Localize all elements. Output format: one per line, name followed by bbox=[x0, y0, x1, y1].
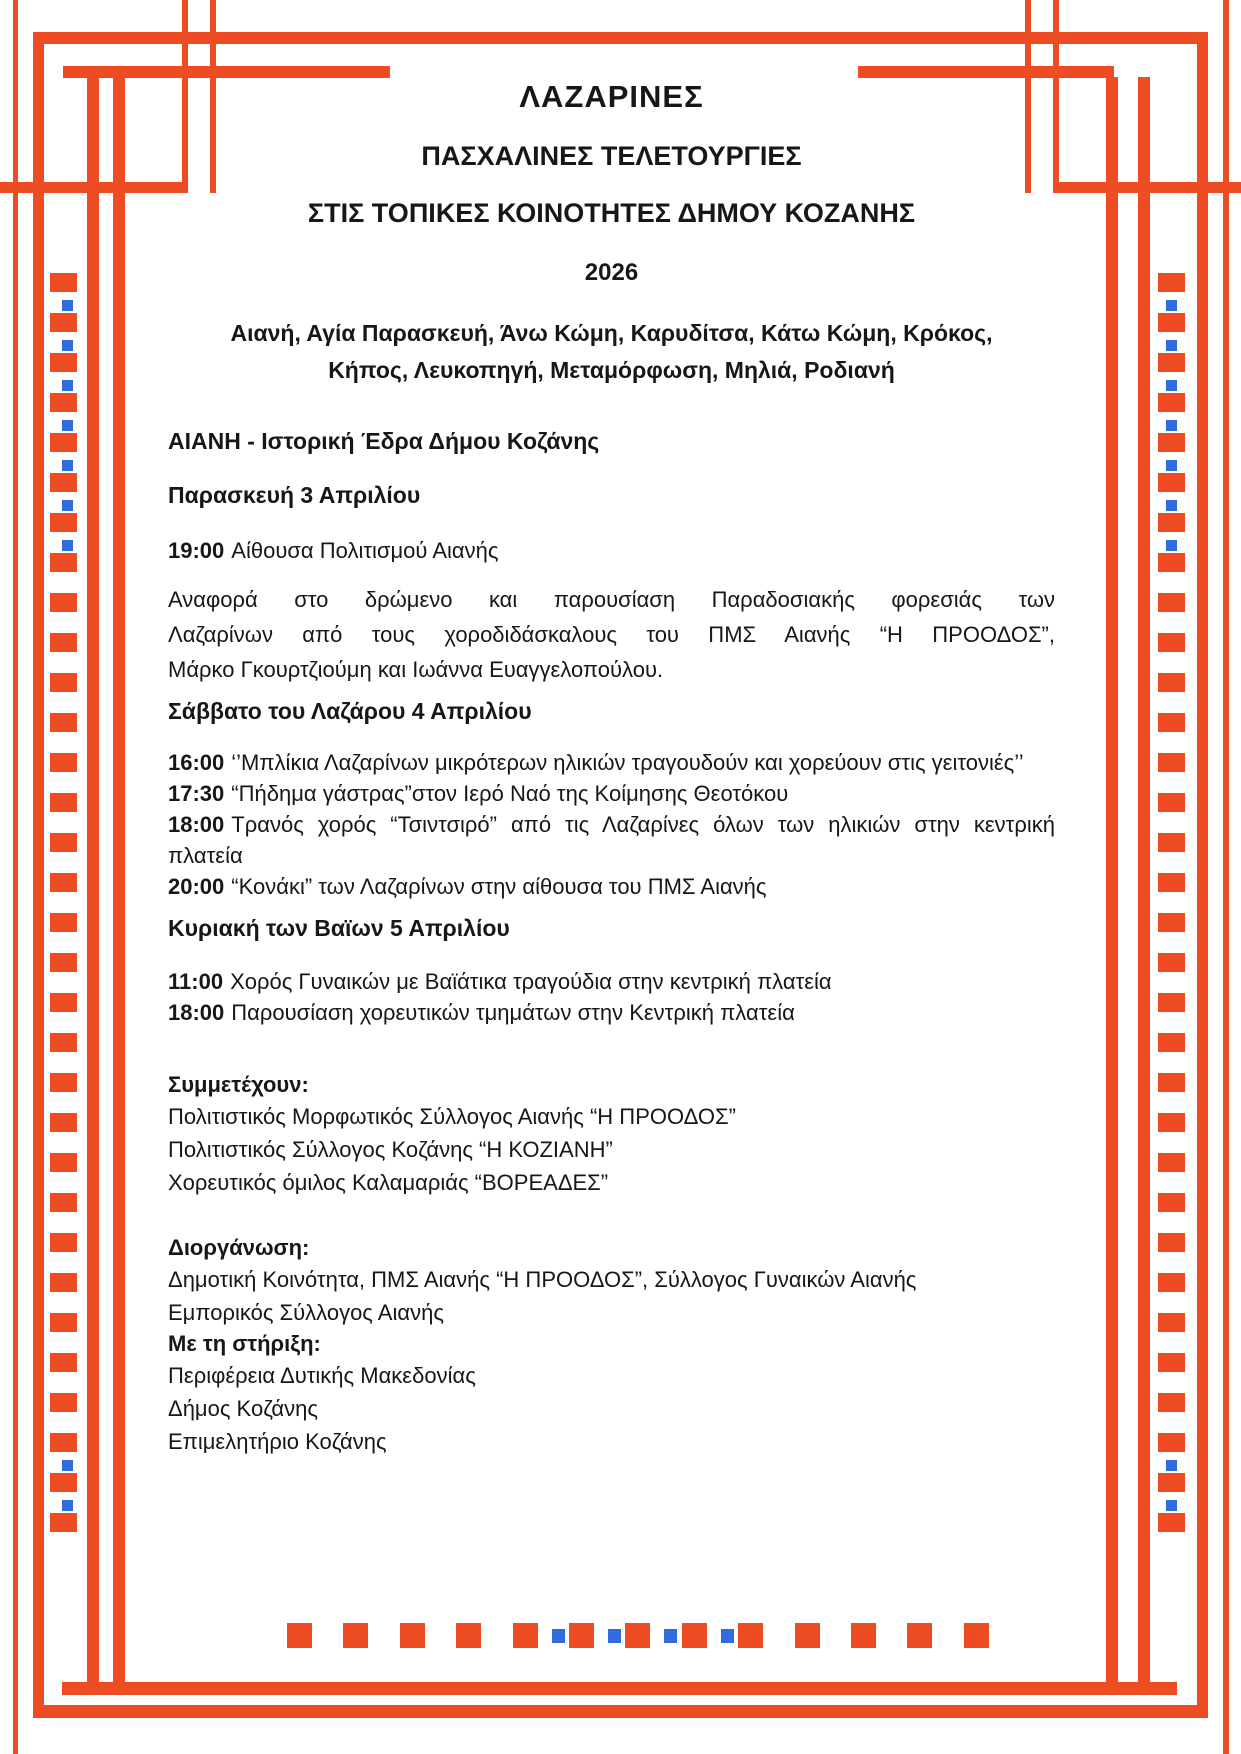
left-column-orange-square bbox=[50, 1113, 77, 1132]
bottom-row-orange-square bbox=[569, 1623, 594, 1648]
paragraph-line: Λαζαρίνων από τους χοροδιδάσκαλους του ΠΜΣ Αιανής “Η ΠΡΟΟΔΟΣ”, bbox=[168, 622, 1055, 647]
left-column-blue-square bbox=[62, 1460, 73, 1471]
right-column-orange-square bbox=[1158, 473, 1185, 492]
right-column-orange-square bbox=[1158, 913, 1185, 932]
event-line bbox=[168, 871, 1055, 902]
right-column-blue-square bbox=[1166, 420, 1177, 431]
day-heading-friday: Παρασκευή 3 Απριλίου bbox=[168, 482, 421, 508]
left-column-blue-square bbox=[62, 300, 73, 311]
left-column-orange-square bbox=[50, 713, 77, 732]
bottom-row-orange-square bbox=[851, 1623, 876, 1648]
left-column-orange-square bbox=[50, 673, 77, 692]
bottom-row-orange-square bbox=[513, 1623, 538, 1648]
left-column-orange-square bbox=[50, 1433, 77, 1452]
right-column-orange-square bbox=[1158, 873, 1185, 892]
support-item: Δήμος Κοζάνης bbox=[168, 1396, 318, 1421]
year-label: 2026 bbox=[584, 259, 639, 286]
right-column-blue-square bbox=[1166, 340, 1177, 351]
sunday-events bbox=[168, 966, 1055, 1028]
left-column-orange-square bbox=[50, 1393, 77, 1412]
event-line bbox=[168, 809, 1055, 871]
right-column-orange-square bbox=[1158, 1393, 1185, 1412]
frame-line bbox=[1138, 77, 1150, 1695]
event-text: ‘’Μπλίκια Λαζαρίνων μικρότερων ηλικιών τραγουδούν και χορεύουν στις γειτονιές’’ bbox=[231, 750, 1024, 775]
right-column-blue-square bbox=[1166, 500, 1177, 511]
left-column-orange-square bbox=[50, 473, 77, 492]
left-column-orange-square bbox=[50, 1153, 77, 1172]
participants-list bbox=[168, 1100, 1055, 1199]
bottom-row-orange-square bbox=[682, 1623, 707, 1648]
left-column-orange-square bbox=[50, 553, 77, 572]
section-heading-aiani: ΑΙΑΝΗ - Ιστορική Έδρα Δήμου Κοζάνης bbox=[168, 428, 600, 454]
right-column-orange-square bbox=[1158, 433, 1185, 452]
left-column-orange-square bbox=[50, 1033, 77, 1052]
support-item: Περιφέρεια Δυτικής Μακεδονίας bbox=[168, 1363, 476, 1388]
left-column-blue-square bbox=[62, 380, 73, 391]
bottom-row-orange-square bbox=[456, 1623, 481, 1648]
right-column-orange-square bbox=[1158, 353, 1185, 372]
right-column-orange-square bbox=[1158, 393, 1185, 412]
left-column-orange-square bbox=[50, 1313, 77, 1332]
right-column-orange-square bbox=[1158, 993, 1185, 1012]
participant-item: Πολιτιστικός Σύλλογος Κοζάνης “Η ΚΟΖΙΑΝΗ” bbox=[168, 1137, 613, 1162]
right-column-blue-square bbox=[1166, 300, 1177, 311]
right-column-orange-square bbox=[1158, 1233, 1185, 1252]
right-column-orange-square bbox=[1158, 313, 1185, 332]
right-column-orange-square bbox=[1158, 673, 1185, 692]
villages-line-1: Αιανή, Αγία Παρασκευή, Άνω Κώμη, Καρυδίτσα, Κάτω Κώμη, Κρόκος, bbox=[230, 320, 993, 346]
event-time: 11:00 bbox=[168, 969, 224, 994]
right-column-blue-square bbox=[1166, 1500, 1177, 1511]
event-line bbox=[168, 778, 1055, 809]
event-line bbox=[168, 966, 1055, 997]
left-column-orange-square bbox=[50, 873, 77, 892]
right-column-orange-square bbox=[1158, 1033, 1185, 1052]
right-column-orange-square bbox=[1158, 1273, 1185, 1292]
frame-line bbox=[1197, 32, 1208, 1718]
left-column-orange-square bbox=[50, 1353, 77, 1372]
right-column-orange-square bbox=[1158, 553, 1185, 572]
frame-line bbox=[1223, 0, 1229, 1754]
frame-line bbox=[1054, 182, 1241, 193]
frame-line bbox=[1106, 77, 1118, 1695]
saturday-events bbox=[168, 747, 1055, 902]
participant-item: Πολιτιστικός Μορφωτικός Σύλλογος Αιανής “Η ΠΡΟΟΔΟΣ” bbox=[168, 1104, 736, 1129]
organizer-item: Εμπορικός Σύλλογος Αιανής bbox=[168, 1300, 444, 1325]
bottom-row-orange-square bbox=[400, 1623, 425, 1648]
left-column-blue-square bbox=[62, 540, 73, 551]
left-column-blue-square bbox=[62, 340, 73, 351]
subtitle-ritual: ΠΑΣΧΑΛΙΝΕΣ ΤΕΛΕΤΟΥΡΓΙΕΣ bbox=[421, 141, 802, 171]
frame-line bbox=[13, 0, 18, 1754]
frame-line bbox=[113, 77, 125, 1695]
frame-line bbox=[87, 77, 99, 1695]
right-column-orange-square bbox=[1158, 1513, 1185, 1532]
right-column-orange-square bbox=[1158, 1113, 1185, 1132]
bottom-row-orange-square bbox=[964, 1623, 989, 1648]
left-column-blue-square bbox=[62, 460, 73, 471]
subtitle-communities: ΣΤΙΣ ΤΟΠΙΚΕΣ ΚΟΙΝΟΤΗΤΕΣ ΔΗΜΟΥ ΚΟΖΑΝΗΣ bbox=[307, 198, 916, 228]
left-column-orange-square bbox=[50, 633, 77, 652]
right-column-orange-square bbox=[1158, 753, 1185, 772]
page-title: ΛΑΖΑΡΙΝΕΣ bbox=[519, 79, 704, 114]
bottom-row-orange-square bbox=[795, 1623, 820, 1648]
left-column-orange-square bbox=[50, 273, 77, 292]
event-line bbox=[168, 535, 1055, 566]
bottom-row-orange-square bbox=[287, 1623, 312, 1648]
right-column-orange-square bbox=[1158, 1193, 1185, 1212]
poster-content bbox=[168, 0, 1055, 1458]
left-column-orange-square bbox=[50, 313, 77, 332]
paragraph-line: Αναφορά στο δρώμενο και παρουσίαση Παραδοσιακής φορεσιάς των bbox=[168, 587, 1055, 612]
frame-line bbox=[0, 182, 187, 193]
left-column-blue-square bbox=[62, 420, 73, 431]
villages-list bbox=[168, 315, 1055, 389]
left-column-orange-square bbox=[50, 1233, 77, 1252]
bottom-row-orange-square bbox=[738, 1623, 763, 1648]
day-heading-sunday: Κυριακή των Βαϊων 5 Απριλίου bbox=[168, 915, 510, 941]
frame-line bbox=[62, 1682, 1177, 1695]
right-column-orange-square bbox=[1158, 793, 1185, 812]
bottom-row-blue-square bbox=[552, 1629, 565, 1643]
right-column-orange-square bbox=[1158, 713, 1185, 732]
right-column-orange-square bbox=[1158, 1313, 1185, 1332]
right-column-blue-square bbox=[1166, 460, 1177, 471]
organizers-heading: Διοργάνωση: bbox=[168, 1235, 310, 1260]
event-text: “Κονάκι” των Λαζαρίνων στην αίθουσα του ΠΜΣ Αιανής bbox=[231, 874, 767, 899]
left-column-orange-square bbox=[50, 353, 77, 372]
right-column-orange-square bbox=[1158, 833, 1185, 852]
paragraph-line: Μάρκο Γκουρτζιούμη και Ιωάννα Ευαγγελοπούλου. bbox=[168, 657, 664, 682]
right-column-orange-square bbox=[1158, 1473, 1185, 1492]
organizers-list bbox=[168, 1263, 1055, 1329]
right-column-orange-square bbox=[1158, 1353, 1185, 1372]
bottom-row-orange-square bbox=[343, 1623, 368, 1648]
left-column-orange-square bbox=[50, 1073, 77, 1092]
left-column-orange-square bbox=[50, 1273, 77, 1292]
left-column-orange-square bbox=[50, 913, 77, 932]
bottom-row-orange-square bbox=[625, 1623, 650, 1648]
right-column-orange-square bbox=[1158, 953, 1185, 972]
event-time: 17:30 bbox=[168, 781, 225, 806]
left-column-orange-square bbox=[50, 1193, 77, 1212]
event-line bbox=[168, 997, 1055, 1028]
left-column-blue-square bbox=[62, 1500, 73, 1511]
support-item: Επιμελητήριο Κοζάνης bbox=[168, 1429, 387, 1454]
event-time: 19:00 bbox=[168, 538, 225, 563]
right-column-orange-square bbox=[1158, 513, 1185, 532]
description-paragraph bbox=[168, 582, 1055, 687]
event-text: Παρουσίαση χορευτικών τμημάτων στην Κεντρική πλατεία bbox=[231, 1000, 795, 1025]
left-column-orange-square bbox=[50, 793, 77, 812]
event-text: Αίθουσα Πολιτισμού Αιανής bbox=[231, 538, 499, 563]
bottom-row-blue-square bbox=[664, 1629, 677, 1643]
bottom-row-orange-square bbox=[907, 1623, 932, 1648]
left-column-blue-square bbox=[62, 500, 73, 511]
right-column-orange-square bbox=[1158, 1433, 1185, 1452]
right-column-orange-square bbox=[1158, 633, 1185, 652]
participant-item: Χορευτικός όμιλος Καλαμαριάς “ΒΟΡΕΑΔΕΣ” bbox=[168, 1170, 609, 1195]
support-heading: Με τη στήριξη: bbox=[168, 1331, 321, 1356]
left-column-orange-square bbox=[50, 593, 77, 612]
right-column-orange-square bbox=[1158, 593, 1185, 612]
bottom-row-blue-square bbox=[608, 1629, 621, 1643]
right-column-blue-square bbox=[1166, 540, 1177, 551]
participants-heading: Συμμετέχουν: bbox=[168, 1072, 309, 1097]
left-column-orange-square bbox=[50, 753, 77, 772]
event-time: 20:00 bbox=[168, 874, 225, 899]
frame-line bbox=[33, 1705, 1208, 1718]
left-column-orange-square bbox=[50, 993, 77, 1012]
support-list bbox=[168, 1359, 1055, 1458]
left-column-orange-square bbox=[50, 513, 77, 532]
right-column-blue-square bbox=[1166, 380, 1177, 391]
event-time: 18:00 bbox=[168, 1000, 225, 1025]
left-column-orange-square bbox=[50, 433, 77, 452]
event-time: 16:00 bbox=[168, 750, 225, 775]
event-text: Τρανός χορός “Τσιντσιρό” από τις Λαζαρίνες όλων των ηλικιών στην κεντρική πλατεία bbox=[168, 812, 1055, 868]
event-text: “Πήδημα γάστρας”στον Ιερό Ναό της Κοίμησης Θεοτόκου bbox=[231, 781, 789, 806]
event-time: 18:00 bbox=[168, 812, 225, 837]
right-column-orange-square bbox=[1158, 273, 1185, 292]
villages-line-2: Κήπος, Λευκοπηγή, Μεταμόρφωση, Μηλιά, Ροδιανή bbox=[328, 357, 895, 383]
right-column-orange-square bbox=[1158, 1153, 1185, 1172]
left-column-orange-square bbox=[50, 393, 77, 412]
left-column-orange-square bbox=[50, 833, 77, 852]
frame-line bbox=[33, 32, 44, 1718]
left-column-orange-square bbox=[50, 1513, 77, 1532]
right-column-blue-square bbox=[1166, 1460, 1177, 1471]
left-column-orange-square bbox=[50, 953, 77, 972]
day-heading-saturday: Σάββατο του Λαζάρου 4 Απριλίου bbox=[168, 698, 532, 724]
right-column-orange-square bbox=[1158, 1073, 1185, 1092]
bottom-row-blue-square bbox=[721, 1629, 734, 1643]
event-line bbox=[168, 747, 1055, 778]
organizer-item: Δημοτική Κοινότητα, ΠΜΣ Αιανής “Η ΠΡΟΟΔΟΣ”, Σύλλογος Γυναικών Αιανής bbox=[168, 1267, 917, 1292]
event-text: Χορός Γυναικών με Βαϊάτικα τραγούδια στην κεντρική πλατεία bbox=[230, 969, 832, 994]
left-column-orange-square bbox=[50, 1473, 77, 1492]
